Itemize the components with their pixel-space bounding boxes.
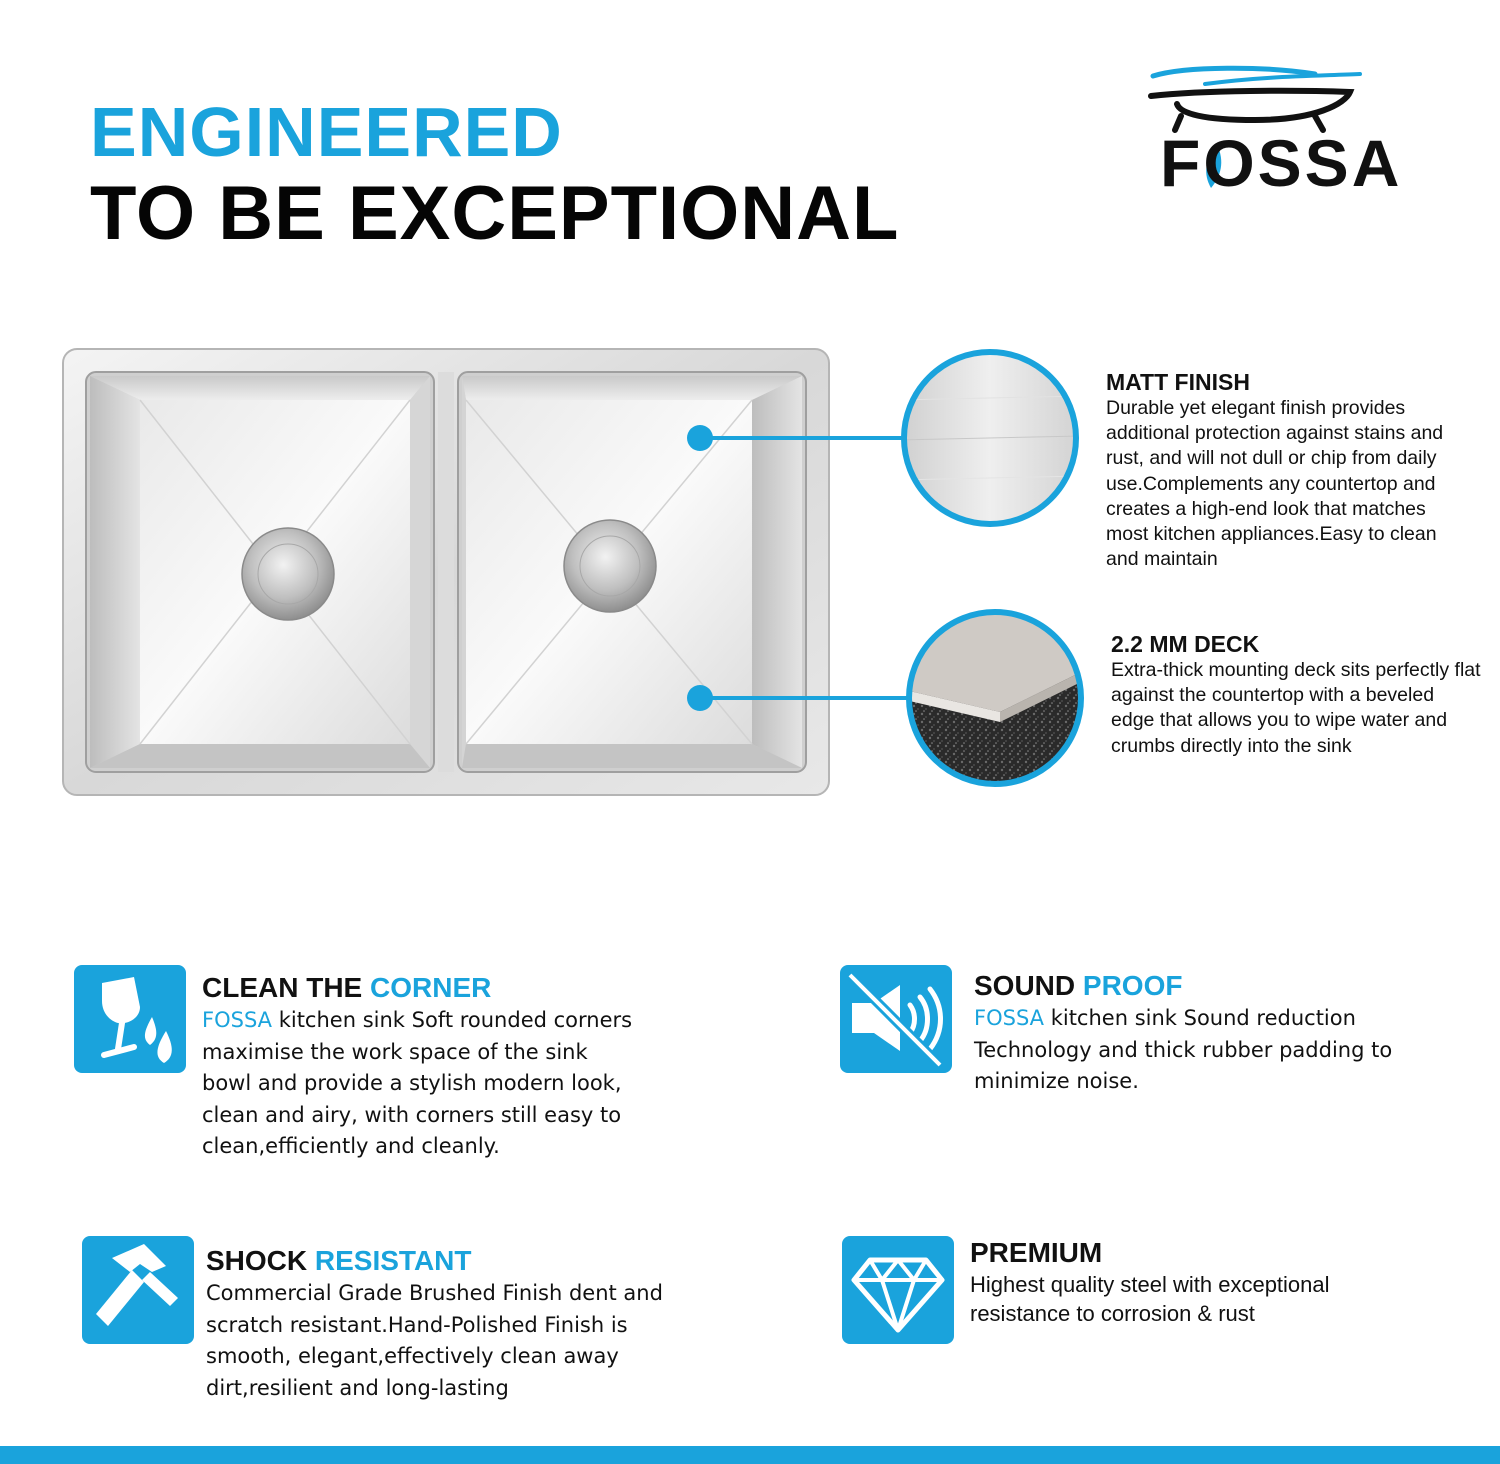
premium-title: PREMIUM — [970, 1237, 1103, 1268]
brand-logo — [1145, 62, 1415, 212]
headline-line-2: TO BE EXCEPTIONAL — [90, 171, 900, 256]
sound-proof-body-text: kitchen sink Sound reduction Technology and thick rubber padding to minimize noise. — [974, 1006, 1393, 1093]
matt-finish-body: Durable yet elegant finish provides additional protection against stains and rust, and will not dull or chip from daily use.Complements any countertop and creates a high-end look that matches most kitchen appliances.Easy to clean and maintain — [1106, 397, 1444, 571]
matt-finish-title: MATT FINISH — [1106, 369, 1250, 395]
clean-corner-title-b: CORNER — [370, 972, 492, 1003]
clean-corner-body — [202, 1005, 642, 1163]
headline-line-1: ENGINEERED — [90, 93, 563, 171]
clean-corner-body-text: kitchen sink Soft rounded corners maximise the work space of the sink bowl and provide a stylish modern look, clean and airy, with corners still easy to clean,efficiently and cleanly. — [202, 1008, 633, 1158]
glass-droplet-icon — [74, 965, 186, 1073]
shock-resistant-title-a: SHOCK — [206, 1245, 315, 1276]
shock-resistant-title-b: RESISTANT — [314, 1245, 472, 1276]
deck-body: Extra-thick mounting deck sits perfectly flat against the countertop with a beveled edge that allows you to wipe water and crumbs directly into the sink — [1111, 659, 1481, 757]
speaker-muted-icon — [840, 965, 952, 1073]
matt-finish-callout — [1106, 368, 1476, 572]
double-bowl-sink-image — [62, 348, 830, 796]
logo-wordmark: FOSSA — [1160, 126, 1403, 200]
sound-proof-brand: FOSSA — [974, 1006, 1045, 1030]
shock-resistant-title — [206, 1244, 706, 1278]
clean-corner-title — [202, 971, 662, 1005]
deck-callout — [1111, 630, 1486, 759]
sound-proof-title-b: PROOF — [1082, 970, 1183, 1001]
shock-resistant-body: Commercial Grade Brushed Finish dent and scratch resistant.Hand-Polished Finish is smooth, elegant,effectively clean away dirt,resilient and long-lasting — [206, 1281, 663, 1400]
diamond-icon — [842, 1236, 954, 1344]
sound-proof-title — [974, 969, 1434, 1003]
deck-title: 2.2 MM DECK — [1111, 631, 1260, 657]
sound-proof-body — [974, 1003, 1414, 1098]
sound-proof-title-a: SOUND — [974, 970, 1083, 1001]
clean-corner-title-a: CLEAN THE — [202, 972, 370, 1003]
bottom-accent-bar — [0, 1446, 1500, 1464]
hammer-icon — [82, 1236, 194, 1344]
clean-corner-brand: FOSSA — [202, 1008, 273, 1032]
premium-body: Highest quality steel with exceptional resistance to corrosion & rust — [970, 1272, 1330, 1326]
headline — [90, 92, 899, 256]
